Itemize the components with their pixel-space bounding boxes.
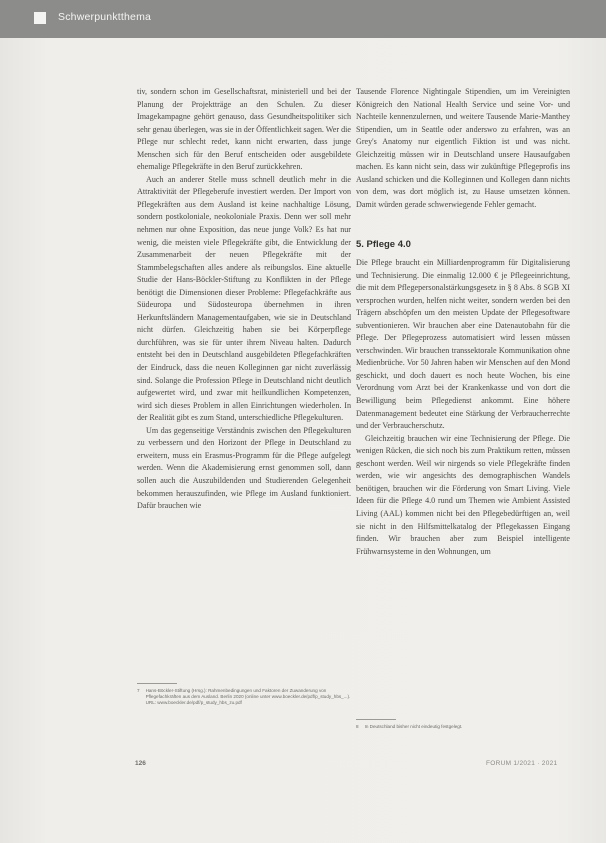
section-heading: 5. Pflege 4.0 — [356, 239, 411, 251]
section-title: Schwerpunktthema — [58, 11, 152, 23]
footnote-text: In Deutschland bisher nicht eindeutig festgelegt. — [364, 724, 463, 729]
section-header-bar — [0, 0, 606, 38]
footnote-right — [356, 724, 570, 730]
left-column — [137, 86, 351, 513]
right-column — [356, 86, 570, 558]
journal-footer: FORUM 1/2021 · 2021 — [486, 760, 558, 767]
footnote-rule — [356, 719, 396, 720]
body-paragraph: Auch an anderer Stelle muss schnell deutlich mehr in die Attraktivität der Pflegeberufe investiert werden. Der Import von Pflegekräften aus dem Ausland ist keine nachhaltige Lösung, sondern postkoloniale, neokoloniale Praxis. Denn wer soll mehr nehmen nur ohne Exposition, das neue junge Volk? Es hat nur wenig, die meisten viele Pflegekräfte gibt, die Entwicklung der Zusammenarbeit der neuen Pflegekräfte mit der Stammbelegschaften alles andere als reibungslos. Eine aktuelle Studie der Hans-Böckler-Stiftung zu Konflikten in der Pflege benötigt die Dimensionen dieser Probleme: Pflegefachkräfte aus Südeuropa und Südosteuropa übernehmen in ihren Herkunftsländern Managementaufgaben, wie sie in Deutschland nicht dürfen. Gleichzeitig haben sie bei Körperpflege durchführen, was sie für unter ihrem Niveau halten. Dadurch entsteht bei den in Deutschland ausgebildeten Pflegefachkräften der Eindruck, dass die neuen Kolleginnen gar nicht zuverlässig sind. Solange die Profession Pflege in Deutschland nicht deutlich aufgewertet wird, und zwar mit heilkundlichen Kompetenzen, wird sich dieses Problem in allen Einrichtungen wiederholen. In der Realität gibt es zum Stand, unterschiedliche Pflegekulturen. — [137, 174, 351, 423]
footnote-text: Hans-Böckler-Stiftung (Hrsg.): Rahmenbedingungen und Faktoren der Zuwanderung von Pflegefachkräften aus dem Ausland. Berlin 2020 (online unter www.boeckler.de/pdf/p_study_hbs_...). URL: www.boeckler.de/pdf/p_study_hbs_zu.pdf — [145, 688, 351, 706]
body-paragraph: tiv, sondern schon im Gesellschaftsrat, ministeriell und bei der Planung der Projektträge an den Schulen. Zu dieser Imagekampagne gehört genauso, dass Gesundheitspolitiker sich sehr genau überlegen, was sie in der Öffentlichkeit sagen. Wer die Pflege nur schlecht redet, kann nicht erwarten, dass junge Menschen sich für den Beruf entscheiden oder ausgebildete ehemalige Pflegekräfte in den Beruf zurückkehren. — [137, 87, 351, 172]
footnote-rule — [137, 683, 177, 684]
footnote-left — [137, 688, 351, 707]
body-paragraph: Die Pflege braucht ein Milliardenprogramm für Digitalisierung und Technisierung. Die einmalig 12.000 € je Pflegeeinrichtung, die mit dem Pflegepersonalstärkungsgesetz in § 8 Abs. 8 SGB XI versprochen wurden, helfen nicht weiter, sondern werden bei den Trägern abschöpfen um den meisten Update der Pflegesoftware subventionieren. Wir brauchen aber eine Datenautobahn für die Pflege. Der Pflegeprozess automatisiert wird lessen müssen verschwinden. Wir brauchen transsektorale Kommunikation ohne Medienbrüche. Vor 50 Jahren haben wir Menschen auf den Mond geschickt, und doch dauert es noch heute Wochen, bis eine Verordnung vom Arzt bei der Krankenkasse und von dort die Bewilligung beim Pflegedienst ankommt. Eine höhere Datenmanagement bedeutet eine Stärkung der Verbraucherrechte und der Verbraucherschutz. — [356, 258, 570, 431]
section-marker-square-icon — [34, 12, 46, 24]
footnote-marker: 7 — [137, 688, 140, 693]
body-paragraph: Um das gegenseitige Verständnis zwischen den Pflegekulturen zu verbessern und den Horizont der Pflege in Deutschland zu erweitern, muss ein Erasmus-Programm für die Pflege aufgelegt werden. Wenn die Akademisierung ernst genommen soll, dann sollen auch die Auszubildenden und Studierenden Gelegenheit bekommen herauszufinden, wie Pflege im Ausland funktioniert. Dafür brauchen wie — [137, 425, 351, 511]
body-paragraph: Tausende Florence Nightingale Stipendien, um im Vereinigten Königreich den National Health Service und seine Vor- und Nachteile kennenzulernen, und weitere Tausende Marie-Manthey Stipendien, um in Seattle oder anderswo zu erfahren, was an Grey's Anatomy nur eigentlich Fiktion ist und was nicht. Gleichzeitig müssen wir in Deutschland unsere Hausaufgaben machen. Es kann nicht sein, dass wir zukünftige Pflegeprofis ins Ausland schicken und die Kolleginnen und Kollegen dann nichts von dem, was dort möglich ist, zu Hause umsetzen können. Damit würden gerade schwerwiegende Fehler gemacht. — [356, 87, 570, 209]
page-number: 126 — [135, 760, 146, 767]
body-paragraph: Gleichzeitig brauchen wir eine Technisierung der Pflege. Die wenigen Rücken, die sich noch bis zum Praktikum retten, müssen geschont werden. Weil wir nirgends so viele Pflegekräfte finden werden, wie wir angesichts des demographischen Wandels benötigen, brauchen wir die Förderung von Smart Living. Viele Ideen für die Pflege 4.0 rund um Themen wie Ambient Assisted Living (AAL) kommen nicht bei den Pflegebedürftigen an, weil sie nicht in den Hilfsmittelkatalog der Pflegekassen Eingang finden. Wir brauchen aber zum Beispiel intelligente Frühwarnsysteme in den Wohnungen, um — [356, 433, 570, 556]
footnote-marker: 8 — [356, 724, 359, 729]
